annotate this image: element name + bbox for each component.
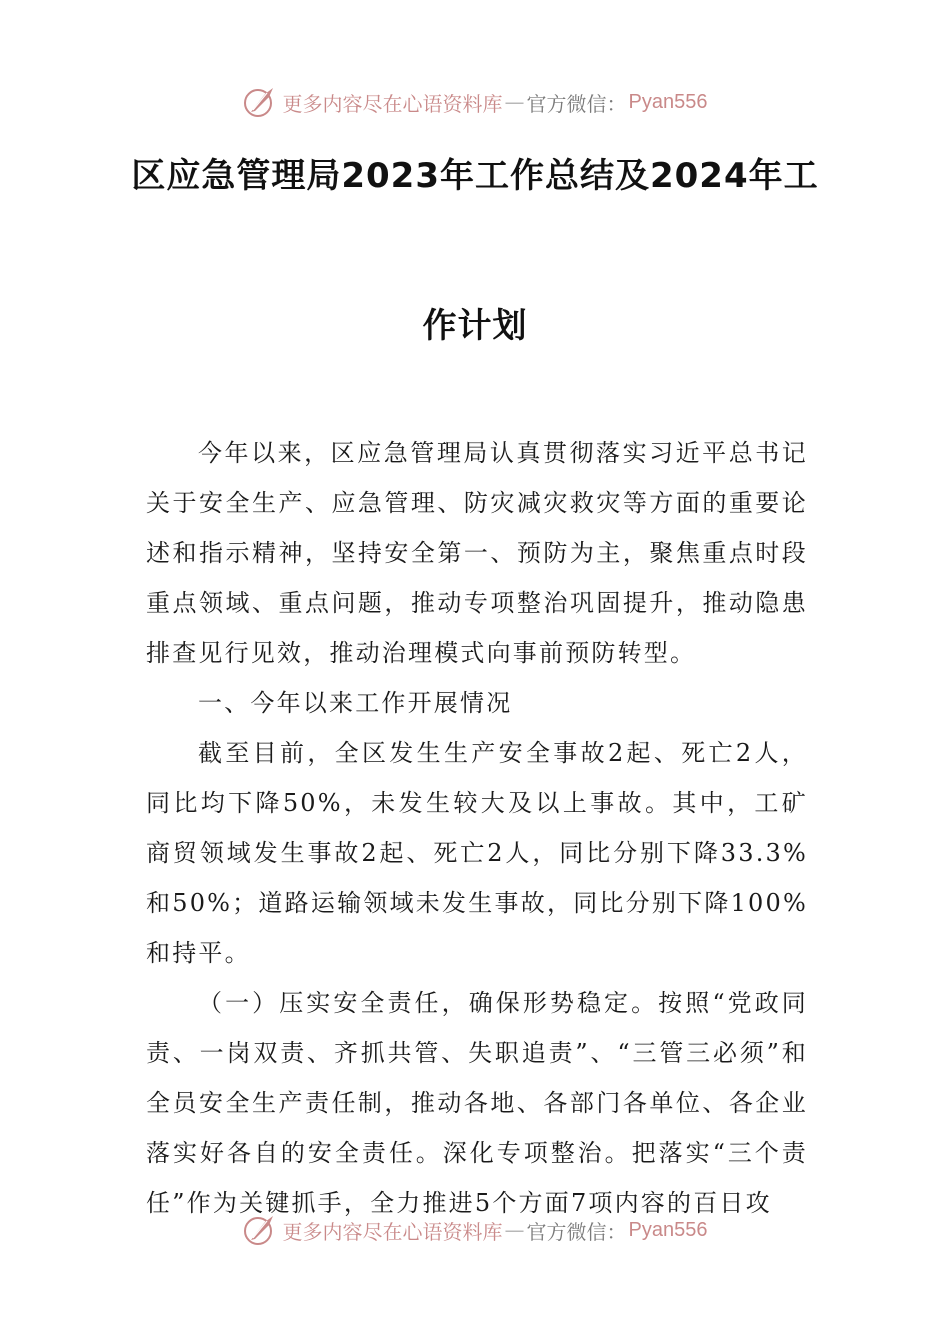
quill-pen-icon [243,1213,277,1247]
document-title-line-1: 区应急管理局2023年工作总结及2024年工 [131,156,819,196]
document-title-line-2: 作计划 [422,306,528,346]
watermark-dash: — [504,90,525,114]
paragraph-statistics: 截至目前，全区发生生产安全事故2起、死亡2人，同比均下降50%，未发生较大及以上事故。其中，工矿商贸领域发生事故2起、死亡2人，同比分别下降33.3%和50%；道路运输领域未发生事故，同比分别下降100%和持平。 [146,739,808,967]
watermark-account: Pyan556 [628,1218,708,1241]
watermark-account: Pyan556 [628,90,708,113]
watermark-site-text: 更多内容尽在心语资料库 [282,1219,503,1244]
document-body [146,428,808,1228]
watermark-banner-bottom [0,1210,950,1250]
watermark-site-text: 更多内容尽在心语资料库 [282,91,503,116]
watermark-dash: — [504,1218,525,1242]
section-heading-1: 一、今年以来工作开展情况 [198,689,513,717]
watermark-wechat-label: 官方微信： [526,91,627,116]
watermark-wechat-label: 官方微信： [526,1219,627,1244]
watermark-banner-top [0,82,950,122]
paragraph-intro: 今年以来，区应急管理局认真贯彻落实习近平总书记关于安全生产、应急管理、防灾减灾救灾等方面的重要论述和指示精神，坚持安全第一、预防为主，聚焦重点时段重点领域、重点问题，推动专项整治巩固提升，推动隐患排查见行见效，推动治理模式向事前预防转型。 [146,439,808,667]
quill-pen-icon [243,85,277,119]
paragraph-responsibility: （一）压实安全责任，确保形势稳定。按照“党政同责、一岗双责、齐抓共管、失职追责”、“三管三必须”和全员安全生产责任制，推动各地、各部门各单位、各企业落实好各自的安全责任。深化专项整治。把落实“三个责任”作为关键抓手，全力推进5个方面7项内容的百日攻 [146,989,808,1217]
